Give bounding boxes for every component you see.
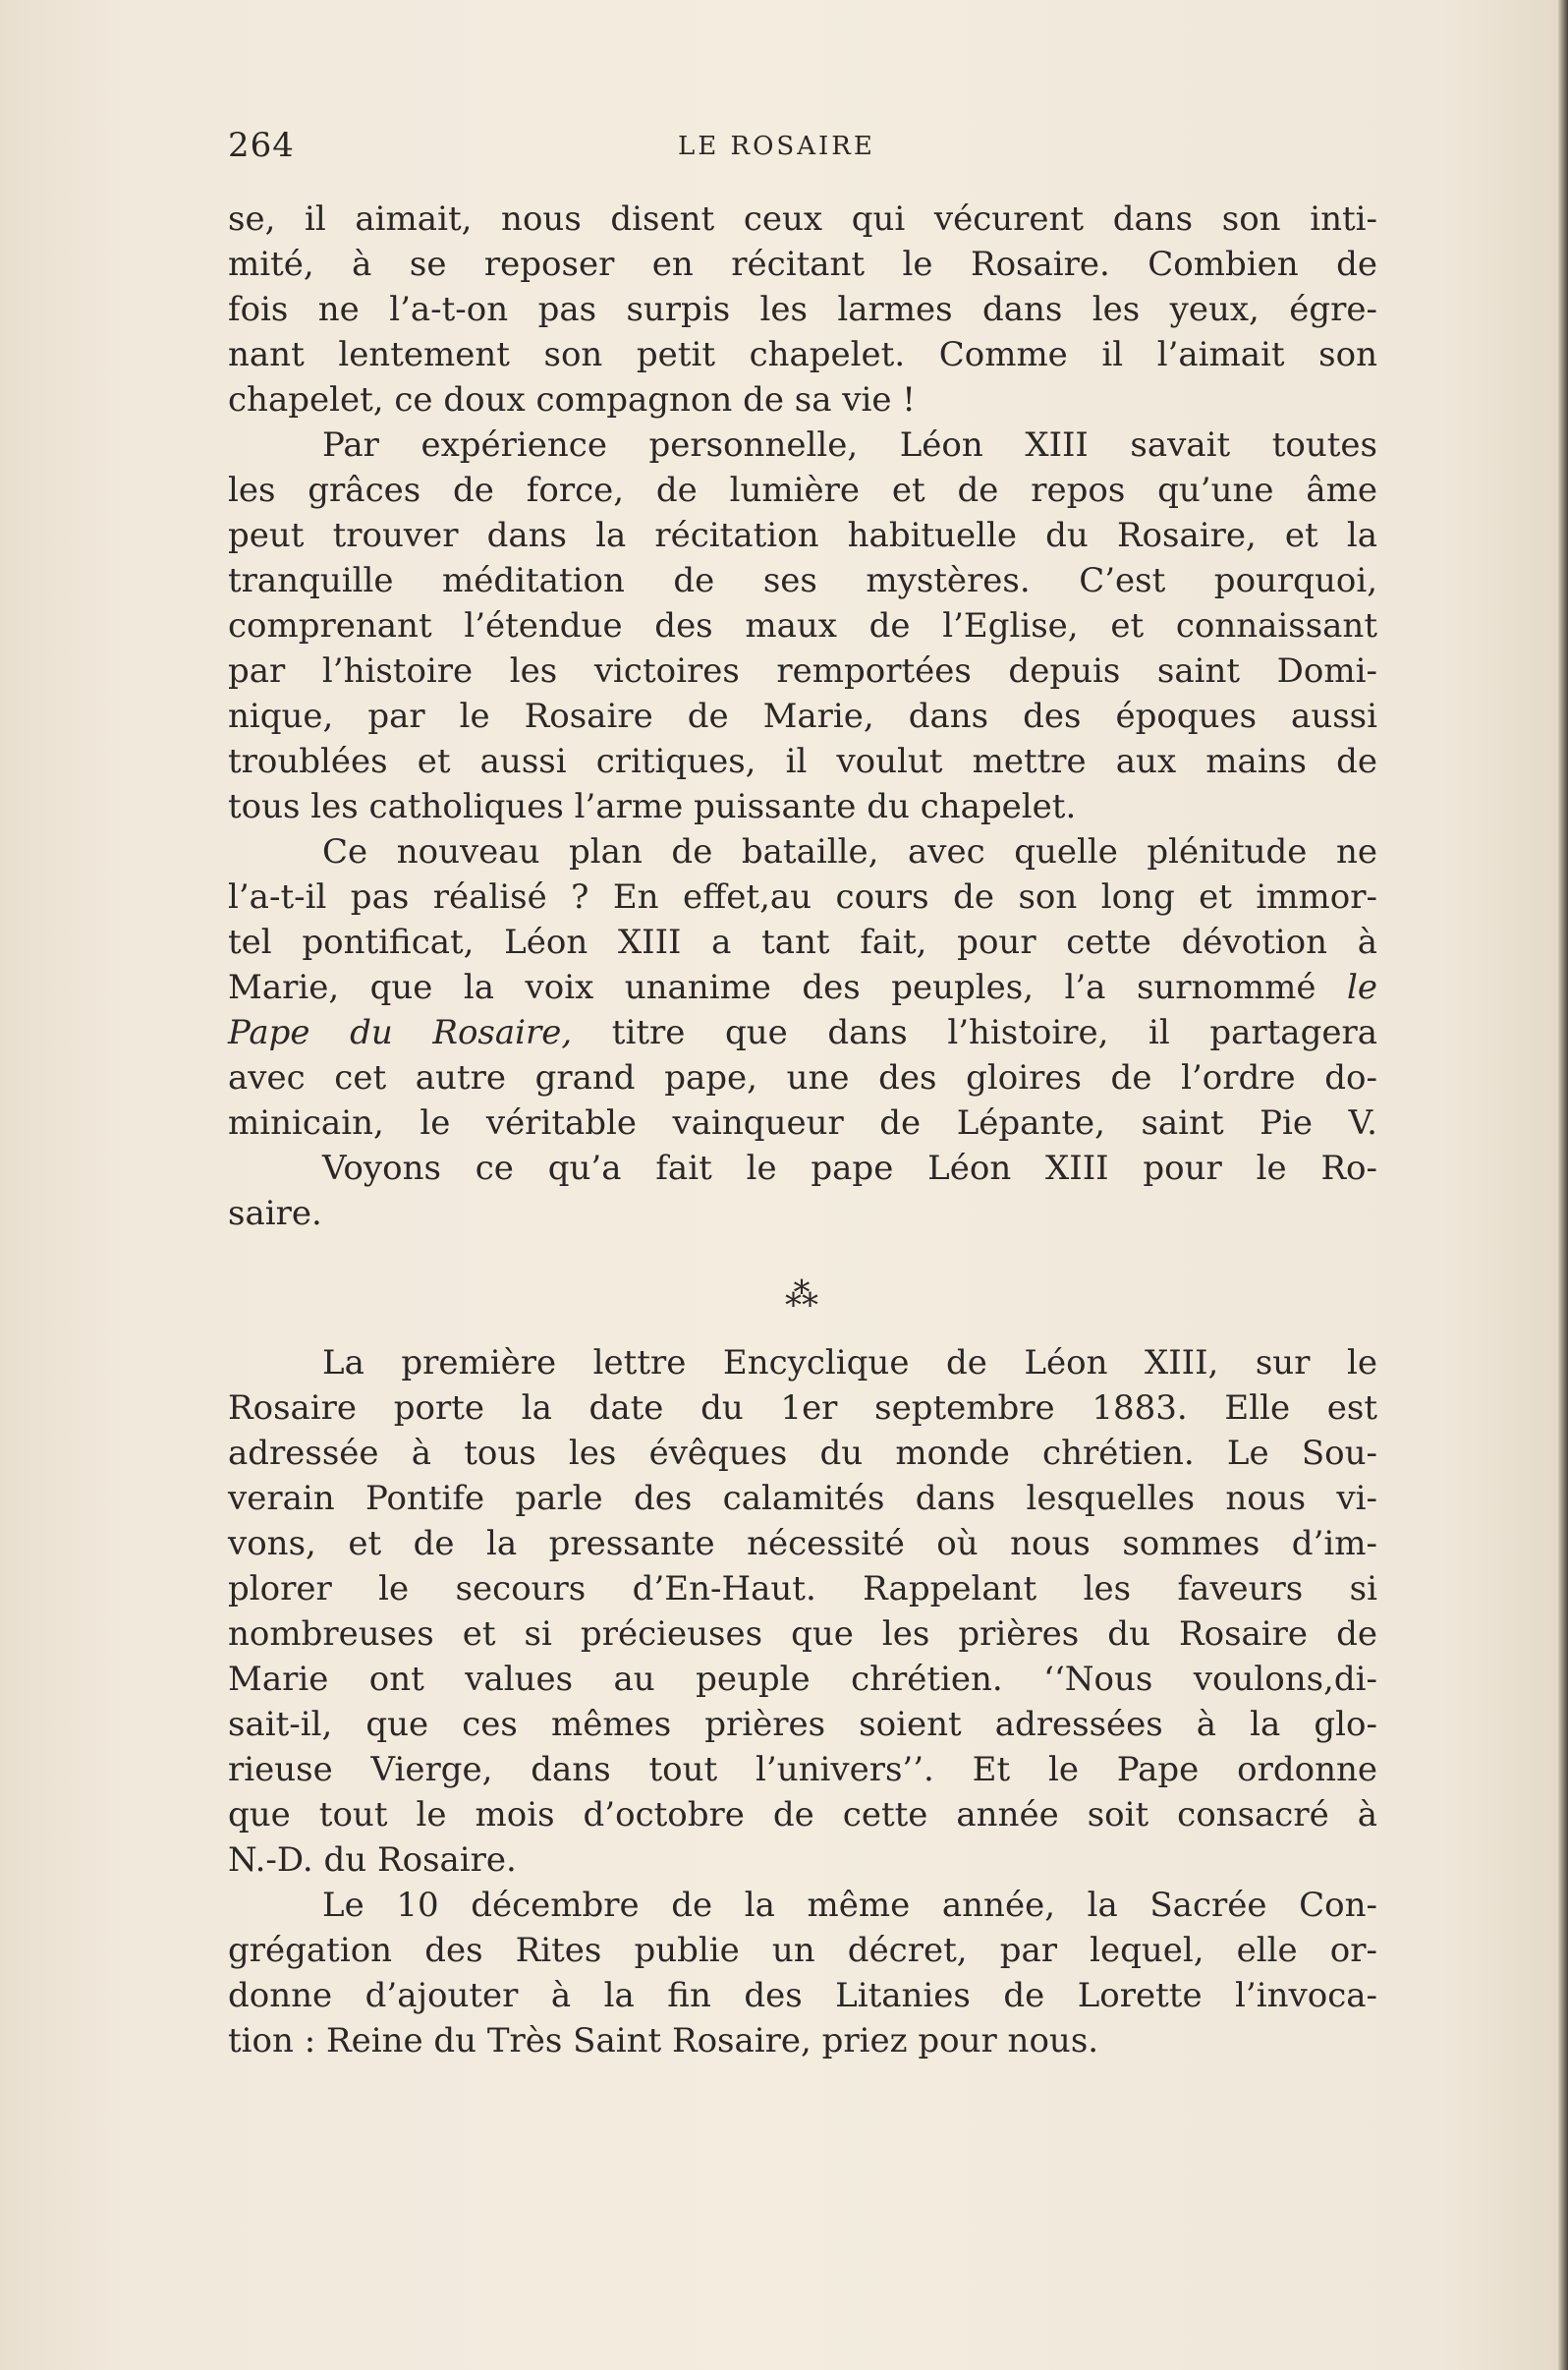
text-line: tranquille méditation de ses mystères. C’est pourquoi, xyxy=(228,561,1377,600)
text-line: nombreuses et si précieuses que les prières du Rosaire de xyxy=(228,1614,1377,1654)
text-line: La première lettre Encyclique de Léon XIII, sur le xyxy=(322,1343,1377,1382)
text-line: fois ne l’a-t-on pas surpis les larmes dans les yeux, égre- xyxy=(228,290,1377,329)
text-line: se, il aimait, nous disent ceux qui vécurent dans son inti- xyxy=(228,199,1377,239)
text-segment: titre que dans l’histoire, il partagera xyxy=(572,1013,1377,1052)
text-line xyxy=(228,1010,1377,1055)
paragraph-3 xyxy=(228,829,1377,1146)
paragraph-1 xyxy=(228,197,1377,423)
text-line: Rosaire porte la date du 1er septembre 1883. Elle est xyxy=(228,1388,1377,1428)
text-line: donne d’ajouter à la fin des Litanies de Lorette l’invoca- xyxy=(228,1976,1377,2015)
paragraph-2 xyxy=(228,423,1377,829)
text-line: avec cet autre grand pape, une des gloires de l’ordre do- xyxy=(228,1058,1377,1098)
italic-text: le xyxy=(1347,968,1377,1007)
text-line: adressée à tous les évêques du monde chrétien. Le Sou- xyxy=(228,1434,1377,1473)
text-line: sait-il, que ces mêmes prières soient adressées à la glo- xyxy=(228,1705,1377,1744)
text-line: plorer le secours d’En-Haut. Rappelant les faveurs si xyxy=(228,1569,1377,1608)
text-line: verain Pontife parle des calamités dans lesquelles nous vi- xyxy=(228,1479,1377,1518)
text-line: saire. xyxy=(228,1194,322,1233)
text-line: peut trouver dans la récitation habituelle du Rosaire, et la xyxy=(228,516,1377,555)
text-line: comprenant l’étendue des maux de l’Eglise, et connaissant xyxy=(228,606,1377,646)
body-text xyxy=(228,197,1377,2063)
text-line: tion : Reine du Très Saint Rosaire, priez pour nous. xyxy=(228,2021,1099,2060)
text-line: Ce nouveau plan de bataille, avec quelle plénitude ne xyxy=(322,832,1377,872)
italic-text: Pape du Rosaire, xyxy=(228,1013,573,1052)
running-head: LE ROSAIRE xyxy=(678,132,875,161)
paragraph-6 xyxy=(228,1883,1377,2063)
text-line: troublées et aussi critiques, il voulut mettre aux mains de xyxy=(228,742,1377,781)
text-line: Voyons ce qu’a fait le pape Léon XIII pour le Ro- xyxy=(322,1149,1377,1188)
page-header xyxy=(228,126,1377,169)
text-line: minicain, le véritable vainqueur de Lépante, saint Pie V. xyxy=(228,1103,1377,1143)
text-line: mité, à se reposer en récitant le Rosaire. Combien de xyxy=(228,245,1377,284)
text-line: nique, par le Rosaire de Marie, dans des époques aussi xyxy=(228,697,1377,736)
text-line: que tout le mois d’octobre de cette année soit consacré à xyxy=(228,1795,1377,1834)
text-line: rieuse Vierge, dans tout l’univers’’. Et le Pape ordonne xyxy=(228,1750,1377,1789)
text-line: nant lentement son petit chapelet. Comme il l’aimait son xyxy=(228,335,1377,374)
text-line: N.-D. du Rosaire. xyxy=(228,1840,517,1880)
text-line: vons, et de la pressante nécessité où nous sommes d’im- xyxy=(228,1524,1377,1563)
page-edge xyxy=(1558,0,1568,2370)
text-line: Marie ont values au peuple chrétien. ‘‘Nous voulons,di- xyxy=(228,1660,1377,1699)
text-line: par l’histoire les victoires remportées depuis saint Domi- xyxy=(228,651,1377,691)
text-line: chapelet, ce doux compagnon de sa vie ! xyxy=(228,380,916,420)
page-number: 264 xyxy=(228,126,295,165)
text-line: l’a-t-il pas réalisé ? En effet,au cours de son long et immor- xyxy=(228,877,1377,917)
text-line: Le 10 décembre de la même année, la Sacrée Con- xyxy=(322,1886,1377,1925)
text-segment: Marie, que la voix unanime des peuples, l’a surnommé xyxy=(228,968,1316,1007)
text-line xyxy=(228,965,1377,1010)
paragraph-4 xyxy=(228,1146,1377,1236)
text-line: tel pontificat, Léon XIII a tant fait, pour cette dévotion à xyxy=(228,923,1377,962)
section-asterism: ⁂ xyxy=(785,1275,820,1315)
text-line: Par expérience personnelle, Léon XIII savait toutes xyxy=(322,425,1377,465)
text-line: grégation des Rites publie un décret, par lequel, elle or- xyxy=(228,1931,1377,1970)
text-line: les grâces de force, de lumière et de repos qu’une âme xyxy=(228,471,1377,510)
text-line: tous les catholiques l’arme puissante du chapelet. xyxy=(228,787,1077,826)
paragraph-5 xyxy=(228,1340,1377,1883)
